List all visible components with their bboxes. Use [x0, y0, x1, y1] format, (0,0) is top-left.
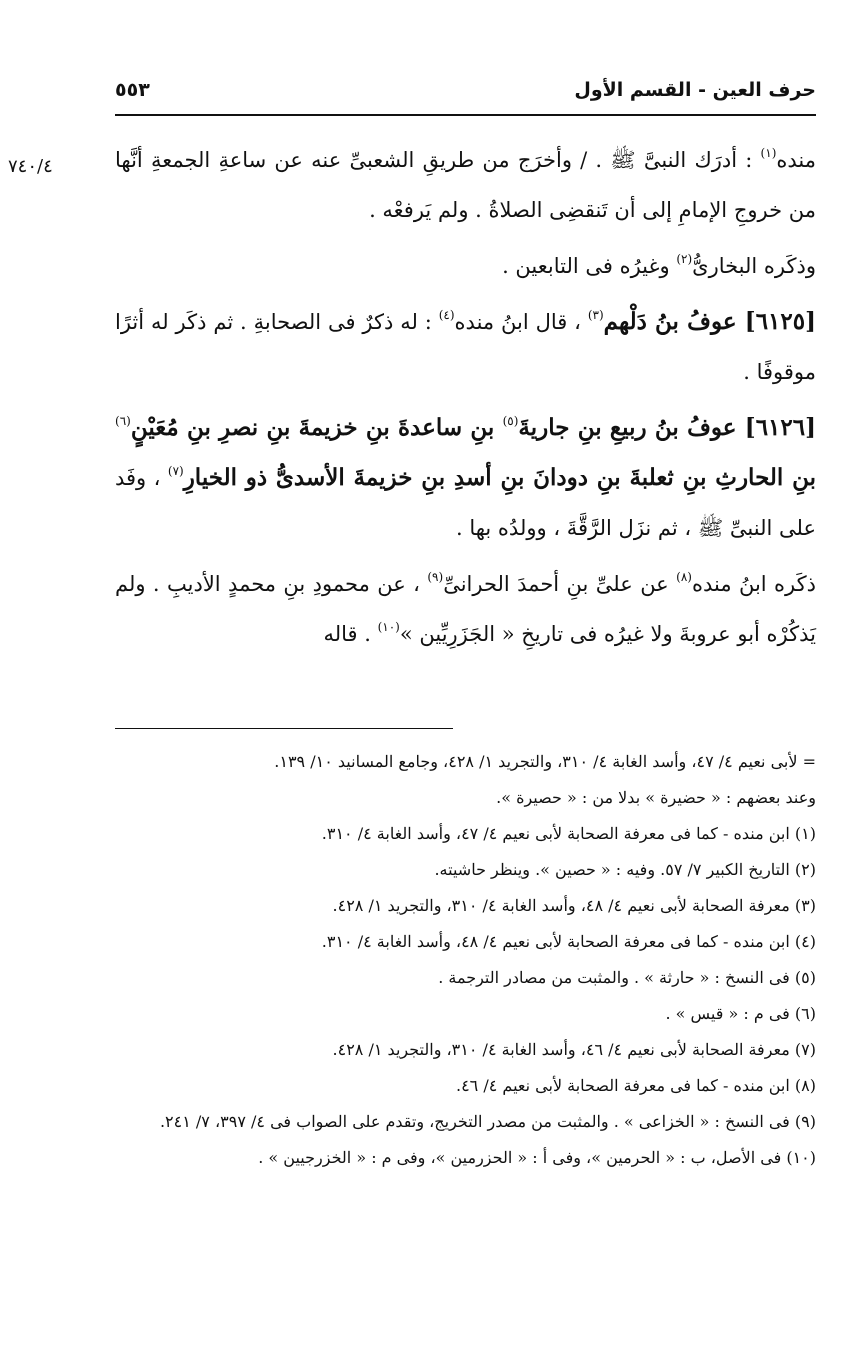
text-span: : له ذكرٌ فى الصحابةِ . ثم ذكَر له أثرًا موقوفًا . — [115, 310, 816, 384]
page-number: ٥٥٣ — [115, 79, 150, 101]
text-span: عن علىِّ بنِ أحمدَ الحرانىِّ — [443, 572, 677, 596]
entry-heading: [٦١٢٥] عوفُ بنُ دَلْهم — [603, 308, 817, 335]
footnote-marker: (٧) — [167, 464, 184, 478]
entry-heading: [٦١٢٦] عوفُ بنُ ربيعِ بنِ جاريةَ — [518, 414, 816, 441]
text-span: ذكَره ابنُ منده — [691, 572, 816, 596]
footnote-marker: (٨) — [676, 570, 692, 584]
footnote: = لأبى نعيم ٤/ ٤٧، وأسد الغابة ٤/ ٣١٠، والتجريد ١/ ٤٢٨، وجامع المسانيد ١٠/ ١٣٩. — [274, 752, 816, 771]
footnote-marker: (١) — [760, 146, 777, 160]
text-span: وغيرُه فى التابعين . — [502, 254, 677, 278]
footnote: (١) ابن منده - كما فى معرفة الصحابة لأبى نعيم ٤/ ٤٧، وأسد الغابة ٤/ ٣١٠. — [321, 824, 816, 843]
footnote-marker: (٣) — [587, 308, 604, 322]
footnote: (٤) ابن منده - كما فى معرفة الصحابة لأبى نعيم ٤/ ٤٨، وأسد الغابة ٤/ ٣١٠. — [321, 932, 816, 951]
paragraph — [115, 559, 816, 659]
text-span: . قاله — [323, 622, 378, 646]
text-span: ، وفَد على النبىِّ ﷺ ، ثم نزَل الرَّقَّةَ ، وولدُه بها . — [115, 466, 816, 540]
footnote: (٥) فى النسخ : « حارثة » . والمثبت من مصادر الترجمة . — [438, 968, 816, 987]
text-span: : أدرَك النبىَّ ﷺ . / وأخرَج من طريقِ الشعبىِّ عنه عن ساعةِ الجمعةِ أنَّها من خروجِ الإمامِ إلى أن تَنقضِى الصلاةُ . ولم يَرفعْه . — [115, 148, 816, 222]
footnote-marker: (٦) — [115, 414, 131, 428]
footnote-marker: (٥) — [502, 414, 519, 428]
footnote: وعند بعضهم : « حضيرة » بدلا من : « حصيرة ». — [496, 788, 816, 807]
text-span: ، قال ابنُ منده — [454, 310, 588, 334]
footnote-marker: (٤) — [438, 308, 455, 322]
text-span: وذكَره البخارىُّ — [692, 254, 816, 278]
footnote-marker: (٢) — [676, 252, 693, 266]
text-span: منده — [776, 148, 816, 172]
margin-reference: ٧٤٠/٤ — [8, 156, 53, 177]
entry-paragraph — [115, 297, 816, 397]
entry-heading: بنِ الحارثِ بنِ ثعلبةَ بنِ دودانَ بنِ أسدِ بنِ خزيمةَ الأسدىُّ ذو الخيارِ — [183, 464, 816, 491]
footnote: (٦) فى م : « قيس » . — [665, 1004, 816, 1023]
footnote: (٣) معرفة الصحابة لأبى نعيم ٤/ ٤٨، وأسد الغابة ٤/ ٣١٠، والتجريد ١/ ٤٢٨. — [332, 896, 816, 915]
paragraph — [115, 135, 816, 235]
page-header — [115, 66, 816, 116]
footnote: (١٠) فى الأصل، ب : « الحرمين »، وفى أ : « الحزرمين »، وفى م : « الخزرجيين » . — [258, 1148, 816, 1167]
footnotes — [115, 744, 816, 1176]
main-text — [115, 135, 816, 665]
footnote: (٢) التاريخ الكبير ٧/ ٥٧. وفيه : « حصين ». وينظر حاشيته. — [434, 860, 816, 879]
footnote-divider — [115, 728, 453, 729]
entry-paragraph — [115, 403, 816, 553]
footnote-marker: (١٠) — [377, 620, 400, 634]
text-span: ، عن محمودِ بنِ محمدٍ الأديبِ . ولم يَذكُرْه أبو عروبةَ ولا غيرُه فى تاريخِ « الجَزَرِيِّين » — [115, 572, 816, 646]
paragraph — [115, 241, 816, 291]
footnote: (٧) معرفة الصحابة لأبى نعيم ٤/ ٤٦، وأسد الغابة ٤/ ٣١٠، والتجريد ١/ ٤٢٨. — [332, 1040, 816, 1059]
running-title: حرف العين - القسم الأول — [574, 79, 816, 101]
footnote: (٩) فى النسخ : « الخزاعى » . والمثبت من مصدر التخريج، وتقدم على الصواب فى ٤/ ٣٩٧، ٧/ ٢٤١. — [159, 1112, 816, 1131]
entry-heading: بنِ ساعدةَ بنِ خزيمةَ بنِ نصرِ بنِ مُعَيْنٍ — [130, 414, 503, 441]
footnote-marker: (٩) — [427, 570, 444, 584]
footnote: (٨) ابن منده - كما فى معرفة الصحابة لأبى نعيم ٤/ ٤٦. — [455, 1076, 816, 1095]
